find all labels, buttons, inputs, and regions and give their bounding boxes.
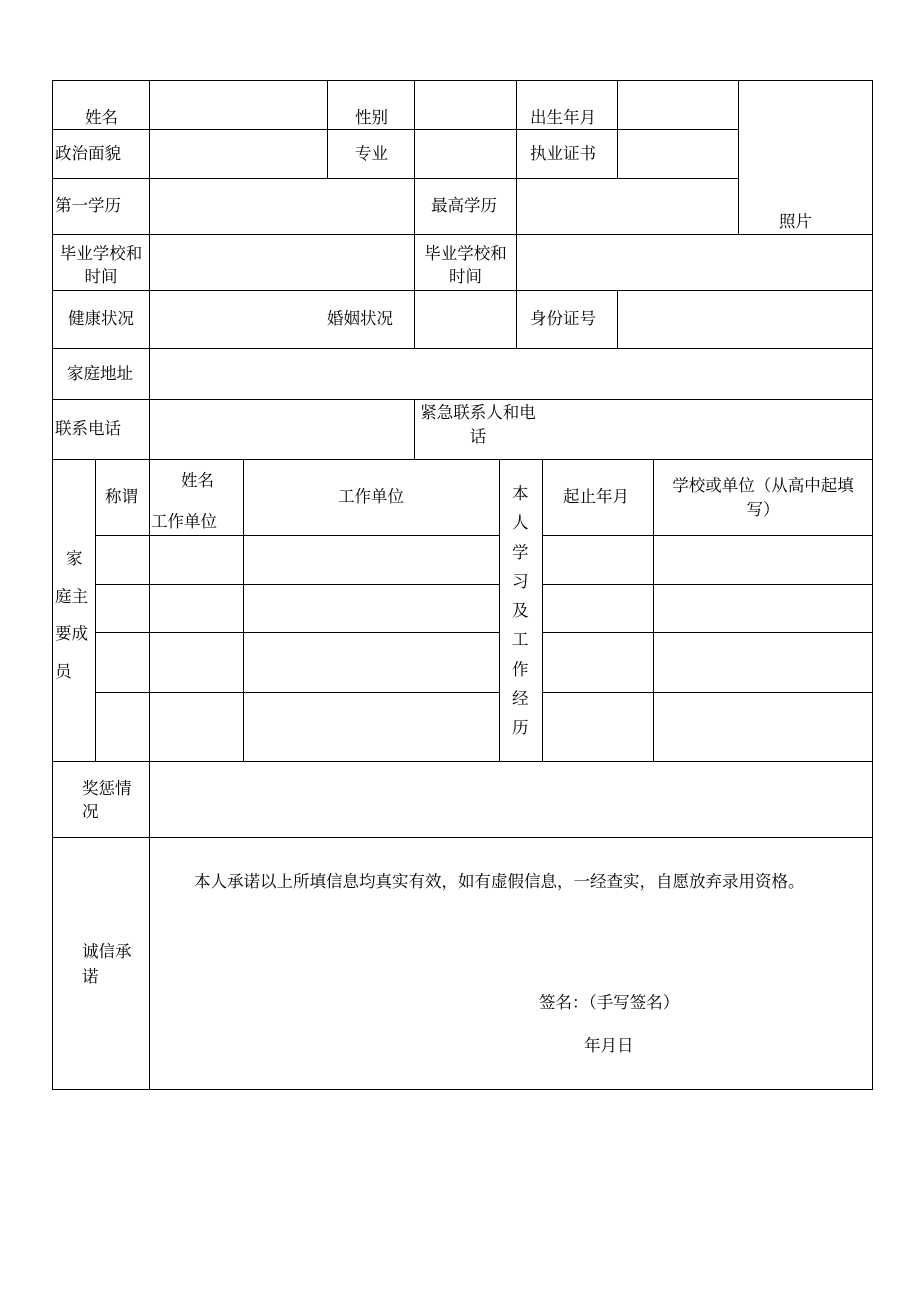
family-workplace-cell[interactable] [243, 692, 499, 761]
photo-label: 照片 [779, 212, 812, 231]
graduation-label-cell-2 [414, 234, 516, 290]
integrity-label-cell [52, 837, 149, 1089]
experience-period-cell[interactable] [542, 584, 653, 632]
graduation-field-2[interactable] [516, 234, 872, 290]
health-label-cell [52, 290, 149, 348]
family-workplace-cell[interactable] [243, 535, 499, 584]
family-name-cell[interactable] [149, 584, 243, 632]
experience-school-cell[interactable] [653, 692, 872, 761]
id-number-field[interactable] [617, 290, 872, 348]
application-form-table [52, 80, 873, 1090]
id-number-label-cell [516, 290, 617, 348]
gender-label: 性别 [355, 108, 388, 127]
graduation-field[interactable] [149, 234, 414, 290]
experience-section-label: 本人学习及工作经历 [512, 484, 529, 738]
highest-degree-label: 最高学历 [431, 196, 497, 215]
major-label-cell [327, 129, 414, 178]
rewards-field[interactable] [149, 761, 872, 837]
date-label: 年月日 [584, 1036, 634, 1055]
family-name-cell[interactable] [149, 535, 243, 584]
integrity-pledge-cell [149, 837, 872, 1089]
health-status-field[interactable] [149, 290, 414, 348]
major-field[interactable] [414, 129, 516, 178]
marital-status-label: 婚姻状况 [327, 309, 393, 328]
experience-section-label-cell [499, 459, 542, 761]
graduation-label-2: 毕业学校和 时间 [424, 244, 507, 286]
political-status-label-cell [52, 129, 149, 178]
birth-date-label: 出生年月 [530, 108, 596, 127]
photo-box[interactable] [738, 80, 872, 234]
family-relation-cell[interactable] [95, 632, 149, 692]
family-section-label-cell [52, 459, 95, 761]
first-degree-label-cell [52, 178, 149, 234]
rewards-label: 奖惩情 况 [82, 779, 132, 821]
health-label: 健康状况 [68, 309, 134, 328]
emergency-contact-label: 紧急联系人和电 话 [420, 403, 536, 446]
first-degree-field[interactable] [149, 178, 414, 234]
family-relation-header [95, 459, 149, 535]
integrity-label: 诚信承 诺 [82, 942, 132, 986]
family-name-cell[interactable] [149, 632, 243, 692]
family-workplace-cell[interactable] [243, 632, 499, 692]
family-relation-header-label: 称谓 [105, 487, 138, 506]
graduation-label-cell [52, 234, 149, 290]
experience-school-header [653, 459, 872, 535]
family-relation-cell[interactable] [95, 692, 149, 761]
address-label-cell [52, 348, 149, 399]
experience-period-cell[interactable] [542, 535, 653, 584]
experience-period-header [542, 459, 653, 535]
political-status-field[interactable] [149, 129, 327, 178]
experience-school-cell[interactable] [653, 584, 872, 632]
emergency-contact-field[interactable] [414, 399, 872, 459]
license-label-cell [516, 129, 617, 178]
phone-label-cell [52, 399, 149, 459]
family-workplace-header [243, 459, 499, 535]
family-name-cell[interactable] [149, 692, 243, 761]
address-label: 家庭地址 [67, 364, 133, 383]
name-label: 姓名 [85, 108, 118, 127]
family-name-workplace-header-label: 工作单位 [151, 512, 217, 531]
family-relation-cell[interactable] [95, 535, 149, 584]
rewards-label-cell [52, 761, 149, 837]
marital-status-field[interactable] [414, 290, 516, 348]
gender-field[interactable] [414, 80, 516, 129]
major-label: 专业 [355, 144, 388, 163]
license-field[interactable] [617, 129, 738, 178]
experience-school-header-label: 学校或单位（从高中起填 写） [672, 476, 854, 519]
experience-period-header-label: 起止年月 [563, 487, 629, 506]
family-workplace-header-label: 工作单位 [338, 487, 404, 506]
home-address-field[interactable] [149, 348, 872, 399]
birth-date-label-cell [516, 80, 617, 129]
gender-label-cell [327, 80, 414, 129]
family-name-header-label: 姓名 [181, 471, 214, 490]
graduation-label: 毕业学校和 时间 [59, 244, 143, 286]
experience-school-cell[interactable] [653, 535, 872, 584]
experience-period-cell[interactable] [542, 692, 653, 761]
family-name-header [149, 459, 243, 535]
highest-degree-label-cell [414, 178, 516, 234]
family-section-label: 家 庭主 要成 员 [55, 549, 88, 681]
id-number-label: 身份证号 [530, 309, 596, 328]
experience-period-cell[interactable] [542, 632, 653, 692]
highest-degree-field[interactable] [516, 178, 738, 234]
name-field[interactable] [149, 80, 327, 129]
integrity-statement: 本人承诺以上所填信息均真实有效，如有虚假信息，一经查实，自愿放弃录用资格。 [194, 872, 805, 891]
first-degree-label: 第一学历 [55, 196, 121, 215]
political-status-label: 政治面貌 [55, 144, 121, 163]
license-label: 执业证书 [530, 144, 596, 163]
family-relation-cell[interactable] [95, 584, 149, 632]
signature-label: 签名：（手写签名） [539, 993, 680, 1012]
phone-field[interactable] [149, 399, 414, 459]
name-label-cell [52, 80, 149, 129]
birth-date-field[interactable] [617, 80, 738, 129]
experience-school-cell[interactable] [653, 632, 872, 692]
phone-label: 联系电话 [55, 419, 121, 438]
family-workplace-cell[interactable] [243, 584, 499, 632]
